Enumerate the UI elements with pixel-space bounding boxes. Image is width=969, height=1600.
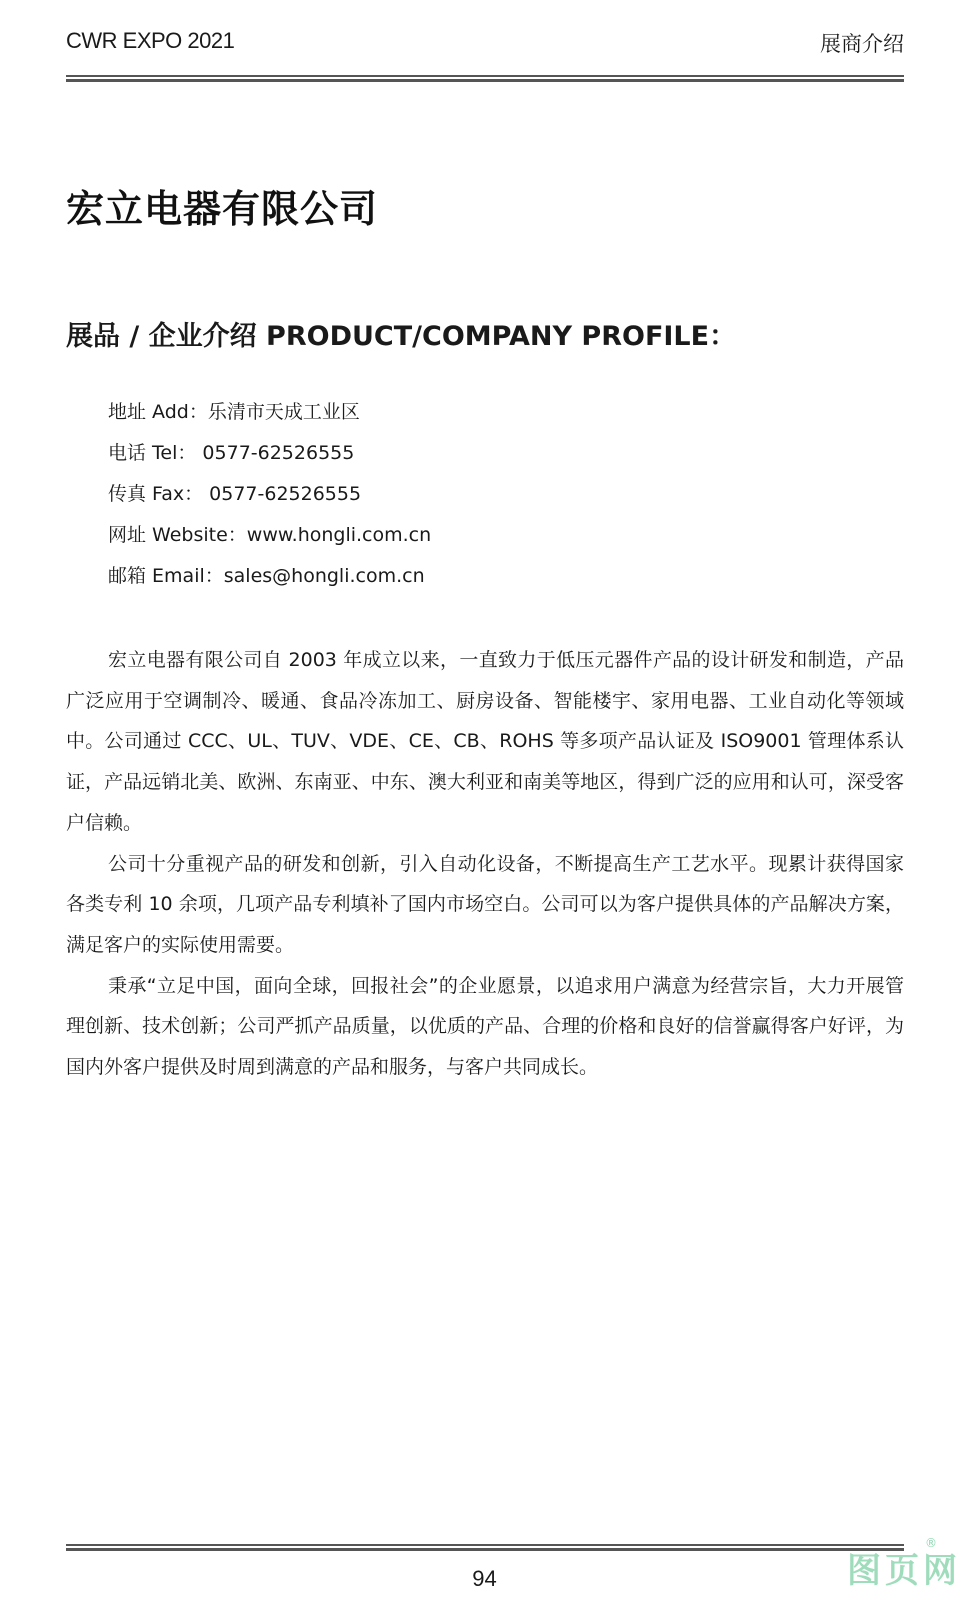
profile-heading: 展品 / 企业介绍 PRODUCT/COMPANY PROFILE： bbox=[66, 321, 737, 352]
contact-address: 地址 Add：乐清市天成工业区 bbox=[108, 401, 360, 423]
section-label: 展商介绍 bbox=[820, 32, 904, 56]
footer-divider bbox=[66, 1544, 904, 1551]
registered-mark: ® bbox=[925, 1536, 937, 1550]
contact-website: 网址 Website：www.hongli.com.cn bbox=[108, 524, 432, 546]
description-paragraph-3: 秉承“立足中国，面向全球，回报社会”的企业愿景，以追求用户满意为经营宗旨，大力开展管理创新、技术创新；公司严抓产品质量，以优质的产品、合理的价格和良好的信誉赢得客户好评，为国内外客户提供及时周到满意的产品和服务，与客户共同成长。 bbox=[66, 974, 904, 1079]
contact-phone: 电话 Tel： 0577-62526555 bbox=[108, 442, 355, 464]
contact-list bbox=[108, 396, 431, 601]
company-description bbox=[66, 640, 904, 1088]
watermark-logo bbox=[841, 1536, 961, 1592]
description-paragraph-1: 宏立电器有限公司自 2003 年成立以来，一直致力于低压元器件产品的设计研发和制造，产品广泛应用于空调制冷、暖通、食品冷冻加工、厨房设备、智能楼宇、家用电器、工业自动化等领域中。公司通过 CCC、UL、TUV、VDE、CE、CB、ROHS 等多项产品认证及 ISO9001 管理体系认证，产品远销北美、欧洲、东南亚、中东、澳大利亚和南美等地区，得到广泛的应用和认可，深受客户信赖。 bbox=[66, 649, 904, 834]
contact-fax: 传真 Fax： 0577-62526555 bbox=[108, 483, 362, 505]
contact-email: 邮箱 Email：sales@hongli.com.cn bbox=[108, 565, 425, 587]
description-paragraph-2: 公司十分重视产品的研发和创新，引入自动化设备，不断提高生产工艺水平。现累计获得国家各类专利 10 余项，几项产品专利填补了国内市场空白。公司可以为客户提供具体的产品解决方案，满足客户的实际使用需要。 bbox=[66, 852, 904, 956]
company-name: 宏立电器有限公司 bbox=[66, 187, 379, 231]
header-divider bbox=[66, 75, 904, 82]
page-header bbox=[66, 28, 904, 58]
page-number: 94 bbox=[472, 1566, 497, 1591]
expo-brand: CWR EXPO 2021 bbox=[66, 28, 235, 53]
watermark-text: 图页网 bbox=[847, 1551, 961, 1591]
